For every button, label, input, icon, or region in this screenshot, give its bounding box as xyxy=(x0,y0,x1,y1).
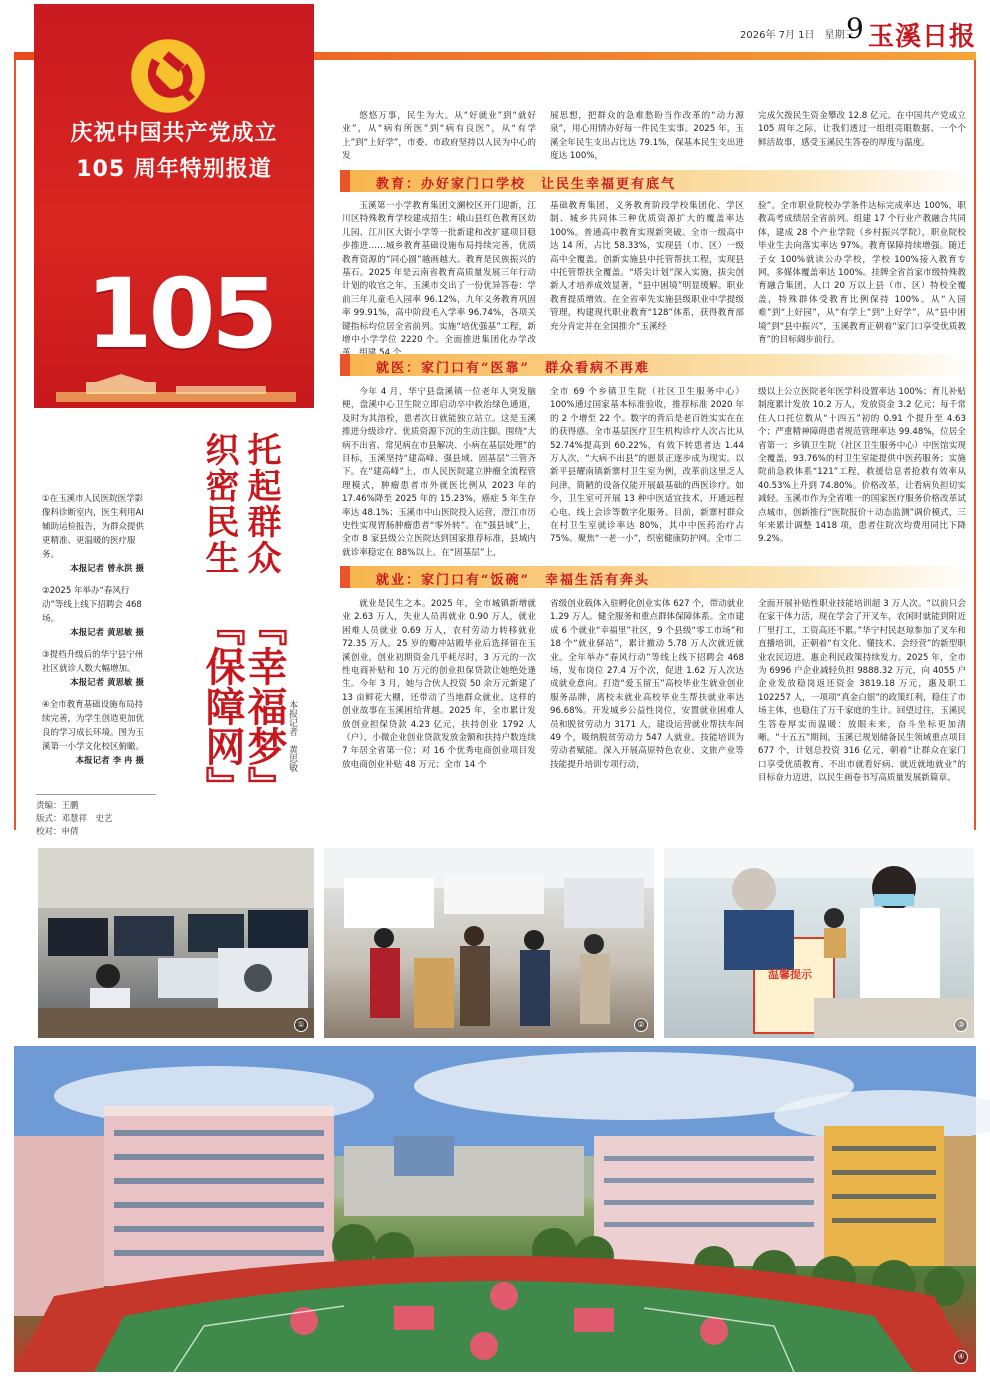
caption-1: ①在玉溪市人民医院医学影像科诊断室内，医生利用AI辅助运检报告，为群众提供更精准、更温暖的医疗服务。 本报记者 曾永洪 摄 xyxy=(42,494,145,574)
intro-col-3: 完成欠拨民生资金攀改 12.8 亿元。在中国共产党成立 105 周年之际，让我们透过一组组亮眼数据、一个个鲜活故事，感受玉溪民生答卷的厚度与温度。 xyxy=(758,111,966,148)
photo-captions xyxy=(42,492,144,776)
section-education-header: 教育：办好家门口学校 让民生幸福更有底气 xyxy=(340,170,974,192)
caption-2: ②2025 年举办“春风行动”等线上线下招聘会 468场。 本报记者 黄思敏 摄 xyxy=(42,586,144,638)
caption-4: ④全市教育基础设施布局持续完善，为学生创造更加优良的学习成长环境。图为玉溪第一小学文化校区俯瞰。 本报记者 李 冉 摄 xyxy=(42,700,145,766)
clinic-sign: 温馨提示 xyxy=(768,968,812,981)
editors-divider xyxy=(36,794,156,795)
employment-col-3: 全面开展补贴性职业技能培训超 3 万人次。“以前只会在家干体力活，现在学会了开叉车，农闲时就能到附近厂里打工，工资高还不累。”华宁村民赵琼参加了叉车和直播培训，正朝着“有文化、懂技术、会经营”的新型职业农民迈进。惠企利民政策持续发力。2025 年，全市为 6996 户企业减轻负担 9888.32 万元，向 4055 户企业发放稳岗返还资金 3819.18 万元，惠及职工 102257 人，一项项“真金白银”的政策红利，稳住了市场主体，也稳住了万千家庭的生计。回望过往，玉溪民生答卷厚实而温暖：放眼未来，奋斗坐标更加清晰。“十五五”期间，玉溪已规划储备民生领域重点项目 677 个，计划总投资 316 亿元，朝着“让群众在家门口享受优质教育、不出市就看好病、就近就地就业”的目标奋力迈进，以民生画卷书写高质量发展新篇章。 xyxy=(758,599,966,784)
banner-title-line1: 庆祝中国共产党成立 xyxy=(70,121,278,146)
issue-date: 2026年 7月 1日 星期三 xyxy=(740,30,855,41)
section-employment-header: 就业：家门口有“饭碗” 幸福生活有奔头 xyxy=(340,566,974,588)
photo-imaging-room: ① xyxy=(38,848,314,1038)
headline-byline: 本报记者 黄思敏 xyxy=(287,700,297,772)
headline-line4: 『保障网』 xyxy=(199,606,246,806)
editors-credits: 责编：王鹏 版式：邓慧祥 史艺 校对：申倩 xyxy=(36,801,113,837)
photo-school-aerial: ④ xyxy=(14,1046,976,1372)
education-col-3: 验”。全市职业院校办学条件达标完成率达 100%，职教高考成绩居全省前列。组建 17 个行业产教融合共同体，建成 28 个产业学院（乡村振兴学院），职业院校毕业生去向落实率达 97%。教育保障持续增强。随迁子女 100%就读公办学校，学校 100%接入教育专网，多媒体覆盖率达 100%。挂牌全省首家市级特殊教育融合集团，人口 20 万以上县（市、区）特校全覆盖，特殊群体受教育比例保持 100%。从“入园难”到“上好园”，从“有学上”到“上好学”，从“县中困境”到“县中振兴”，玉溪教育正朝着“家门口享受优质教育”的目标阔步前行。 xyxy=(758,201,966,346)
photo-job-fair: ② xyxy=(324,848,654,1038)
education-col-2: 基础教育集团，义务教育阶段学校集团化、学区制、城乡共同体三种优质资源扩大的覆盖率达 100%。普通高中教育实现新突破。全市一级高中达 14 所，占比 58.33%，实现县（市、区）一级高中全覆盖。创新实施县中托管帮扶工程，实现县中托管帮扶全覆盖。“塔尖计划”深入实施，拔尖创新人才培养成效显著，“县中困境”明显缓解。职业教育提质增效。在全省率先实施县级职业中学提级管理，构建现代职业教育“128”体系，获得教育部充分肯定并在全国推介“玉溪经 xyxy=(550,201,744,332)
frame-left xyxy=(14,60,16,830)
medical-col-1: 今年 4 月，华宁县盘溪镇一位老年人突发脑梗，盘溪中心卫生院立即启动卒中救治绿色通道，及时为其溶栓，患者次日就能独立站立。这是玉溪推进分级诊疗、优质资源下沉的生动注脚。围绕“大病不出省、常见病在市县解决、小病在基层处理”的目标，玉溪坚持“建高峰、强县域、固基层”三管齐下。在“建高峰”上，市人民医院建立肿瘤全流程管理模式，肿瘤患者市外就医比例从 2023 年的 17.46%降至 2025 年的 15.23%，癌症 5 年生存率达 48.1%；玉溪市中山医院投入运营，澄江市历史性实现胃肠肿瘤患者“零外转”。在“强县域”上，全市 8 家县级公立医院达到国家推荐标准，县域内就诊率稳定在 88%以上。在“固基层”上， xyxy=(342,387,536,558)
great-hall-silhouette-icon xyxy=(56,372,296,402)
intro-col-2: 展思想，把群众的急难愁盼当作改革的“动力源泉”，用心用情办好每一件民生实事。2025 年，玉溪全年民生支出占比达 79.1%，保基本民生支出进度达 100%， xyxy=(550,111,744,162)
headline-line2: 织密民生 xyxy=(199,432,239,576)
employment-col-1: 就业是民生之本。2025 年，全市城镇新增就业 2.63 万人，失业人员再就业 0.90 万人，就业困难人员就业 0.69 万人，农村劳动力转移就业 72.35 万人。25 岁的瓣冲站殿毕业后选择留在玉溪创业，创业初期资金几乎耗尽时，3 万元的一次性电商补贴和 10 万元的创业担保贷款让她绝处逢生。今年 3 月，她与合伙人投资 50 余万元新建了 13 亩鲜花大棚，还带动了当地群众就业。这样的创业故事在玉溪困给背越。2025 年，全市累计发放创业担保贷款 4.23 亿元，扶持创业 1792 人（户），小微企业创业贷款发放金额和扶持户数连续 7 年居全省第一位；对 16 个优秀电商创业项目发放电商创业补贴 48 万元；全市 14 个 xyxy=(342,599,536,770)
caption-3: ③提档升级后的华宁县宁州社区就诊人数大幅增加。 本报记者 黄思敏 摄 xyxy=(42,650,144,688)
intro-col-1: 悠悠万事，民生为大。从“好就业”到“就好业”，从“病有所医”到“病有良医”，从“有学上”到“上好学”，市委、市政府坚持以人民为中心的发 xyxy=(342,111,536,162)
headline-line3: 『幸福梦』 xyxy=(241,606,288,806)
medical-col-2: 全市 69 个乡镇卫生院（社区卫生服务中心）100%通过国家基本标准验收，推荐标准 2020 年的 2 个增至 22 个。数字的背后是老百姓实实在在的获得感。全市基层医疗卫生机构诊疗人次占比从 52.74%提高到 60.22%，有效下转患者达 1.44 万人次，“大病不出县”的愿景正逐步成为现实。以新平县耀南镇新寨村卫生室为例，改革前这里乏人问津，简陋的设备仅能开展最基础的西医诊疗。如今，卫生室可开展 13 种中医适宜技术，开通远程心电、线上会诊等数字化服务。目前，新寨村群众在村卫生室就诊率达 80%，其中中医药治疗占 75%。聚焦“一老一小”，织密健康防护网。全市二 xyxy=(550,387,744,545)
frame-right xyxy=(974,60,976,830)
page-number: 9 xyxy=(846,12,864,45)
medical-col-3: 级以上公立医院老年医学科设置率达 100%；育儿补贴制度累计发放 10.2 万人，发放资金 3.2 亿元；每千常住人口托位数从“十四五”初的 0.91 个提升至 4.63 个；严重精神障碍患者规范管理率达 99.48%，位居全省第一；乡镇卫生院（社区卫生服务中心）中医馆实现全覆盖，93.76%的村卫生室能提供中医药服务；实施院前急救体系“121”工程，救援信息者抢救有效率从 40.53%上升到 74.80%。价格改革，让看病负担切实减轻。玉溪市作为全省唯一的国家医疗服务价格改革试点城市，创新推行“医院报价＋动态监测”调价模式，三年来累计调整 1418 项，患者住院次均费用同比下降 9.2%。 xyxy=(758,387,966,545)
paper-logo: 玉溪日报 xyxy=(868,22,977,52)
party-emblem-icon xyxy=(128,36,208,116)
education-col-1: 玉溪第一小学教育集团文澜校区开门迎新，江川区特殊教育学校建成招生；峨山县红色教育区幼儿园、江川区大街小学等一批新建和改扩建项目稳步推进……城乡教育基础设施布局持续完善，优质教育资源的“同心圆”越画越大。教育是民族振兴的基石。2025 年是云南省教育高质量发展三年行动计划的收官之年，玉溪市交出了一份优异答卷：学前三年儿童毛入园率 96.12%，九年义务教育巩固率 99.91%，高中阶段毛入学率 96.74%，各项关键指标均位居全省前列。实施“培优强基”工程，新增中小学学位 2220 个。全面推进集团化办学改 xyxy=(342,201,536,346)
employment-col-2: 省级创业载体入驻孵化创业实体 627 个，带动就业 1.29 万人。健全服务和重点群体保障体系。全市建成 6 个就业“幸福里”社区，9 个县级“零工市场”和 18 个“就业驿站”，累计撤动 5.78 万人次就近就业。全年举办“春风行动”等线上线下招聘会 468 场，发布岗位 27.4 万个次，促进 1.62 万人次达成就业意向。打造“爱玉留玉”高校毕业生就业创业服务品牌，离校未就业高校毕业生帮扶就业率达 96.68%。开发城乡公益性岗位，安置就业困难人员和脱贫劳动力 3171 人，建设运营就业帮扶车间 49 个，吸纳脱贫劳动力 547 人就业。技能培训为劳动者赋能。深入开展高原特色农业、文旅产业等技能提升培训专项行动， xyxy=(550,599,744,770)
banner-title-line2: 105 周年特别报道 xyxy=(76,157,272,182)
headline-line1: 托起群众 xyxy=(241,432,281,576)
section-medical-header: 就医：家门口有“医靠” 群众看病不再难 xyxy=(340,354,974,376)
photo-clinic-doctor: 温馨提示 ③ xyxy=(664,848,974,1038)
big-number: 105 xyxy=(85,258,275,370)
